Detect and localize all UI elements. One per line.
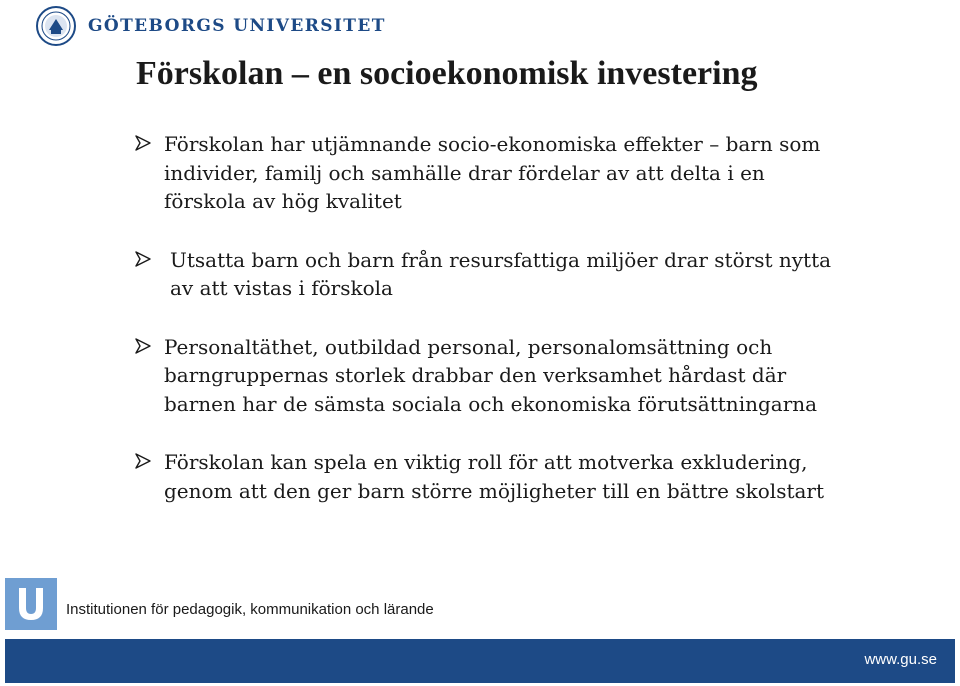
- arrow-bullet-icon: [134, 134, 152, 152]
- bullet-text: Förskolan kan spela en viktig roll för att motverka exkludering, genom att den ger barn större möjligheter till en bättre skolstart: [164, 450, 825, 503]
- bullet-text: Personaltäthet, outbildad personal, personalomsättning och barngruppernas storlek drabbar den verksamhet hårdast där barnen har de sämsta sociala och ekonomiska förutsättningarna: [164, 334, 818, 416]
- bullet-item: [134, 333, 834, 419]
- bullet-item: [134, 448, 834, 505]
- slide-title: Förskolan – en socioekonomisk investering: [136, 55, 758, 92]
- arrow-bullet-icon: [134, 337, 152, 355]
- website-link[interactable]: www.gu.se: [864, 651, 937, 668]
- bullet-text: Utsatta barn och barn från resursfattiga miljöer drar störst nytta av att vistas i förskola: [170, 247, 832, 300]
- arrow-bullet-icon: [134, 250, 152, 268]
- footer-bar: [5, 639, 955, 683]
- header: [36, 4, 386, 48]
- university-name: GÖTEBORGS UNIVERSITET: [88, 16, 386, 36]
- bullet-list: [134, 130, 834, 505]
- bullet-item: [134, 246, 834, 303]
- arrow-bullet-icon: [134, 452, 152, 470]
- institution-name: Institutionen för pedagogik, kommunikation och lärande: [66, 601, 434, 618]
- bullet-item: [134, 130, 834, 216]
- university-seal-icon: [36, 6, 76, 46]
- bullet-text: Förskolan har utjämnande socio-ekonomiska effekter – barn som individer, familj och samhälle drar fördelar av att delta i en förskola av hög kvalitet: [164, 132, 821, 213]
- institution-logo-icon: [5, 578, 57, 630]
